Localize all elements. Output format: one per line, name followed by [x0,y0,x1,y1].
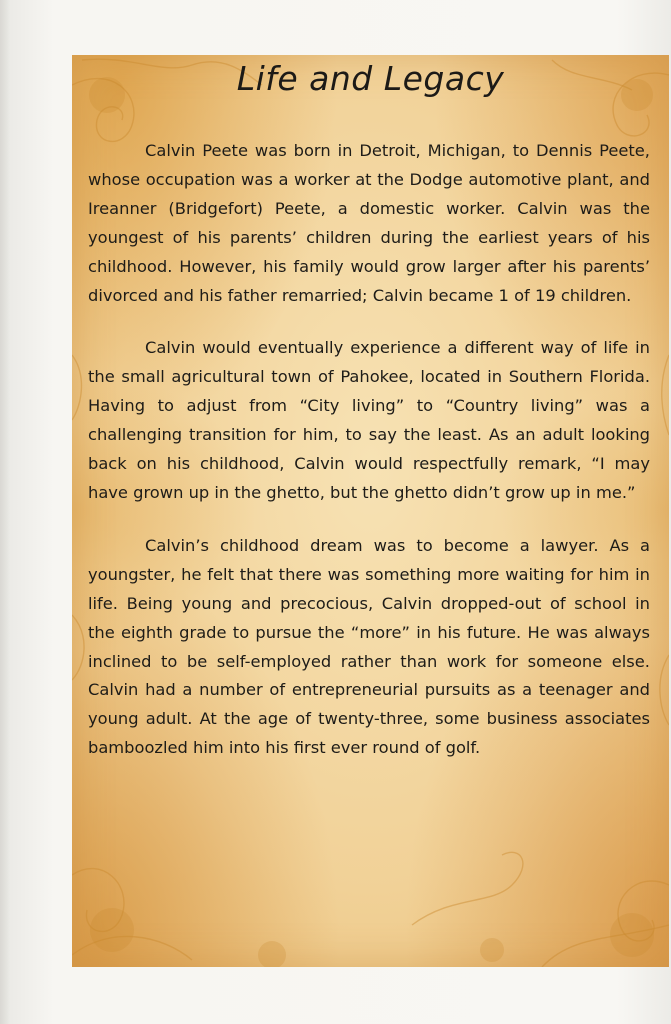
parchment-panel [72,55,669,967]
paragraph-birth-family: Calvin Peete was born in Detroit, Michigan, to Dennis Peete, whose occupation was a worker at the Dodge automotive plant, and Ireanner (Bridgefort) Peete, a domestic worker. Calvin was the youngest of his parents’ children during the earliest years of his childhood. However, his family would grow larger after his parents’ divorced and his father remarried; Calvin became 1 of 19 children. [88,141,650,305]
paragraph-childhood-dream: Calvin’s childhood dream was to become a lawyer. As a youngster, he felt that there was something more waiting for him in life. Being young and precocious, Calvin dropped-out of school in the eighth grade to pursue the “more” in his future. He was always inclined to be self-employed rather than work for someone else. Calvin had a number of entrepreneurial pursuits as a teenager and young adult. At the age of twenty-three, some business associates bamboozled him into his first ever round of golf. [88,535,650,758]
paper-fold-shadow [0,0,10,1024]
body-text [88,137,650,787]
paragraph-pahokee: Calvin would eventually experience a different way of life in the small agricultural town of Pahokee, located in Southern Florida. Having to adjust from “City living” to “Country living” was a challenging transition for him, to say the least. As an adult looking back on his childhood, Calvin would respectfully remark, “I may have grown up in the ghetto, but the ghetto didn’t grow up in me.” [88,338,650,502]
page-title: Life and Legacy [236,59,505,98]
